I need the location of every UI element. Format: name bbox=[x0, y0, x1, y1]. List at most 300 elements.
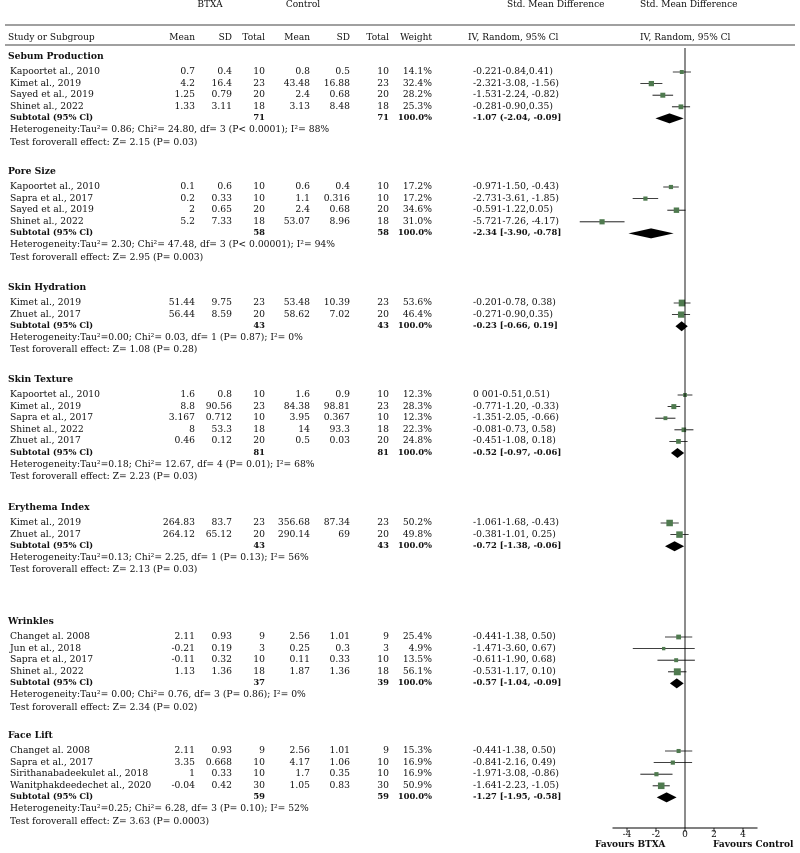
weight-cell: 4.9% bbox=[408, 642, 432, 654]
total1-cell: 20 bbox=[253, 435, 265, 447]
subtotal-weight: 100.0% bbox=[397, 540, 432, 551]
total2-cell: 18 bbox=[377, 665, 389, 677]
mean2-cell: 1.87 bbox=[289, 665, 310, 677]
sd1-cell: 0.712 bbox=[205, 412, 232, 424]
sd1-cell: 7.33 bbox=[211, 215, 232, 227]
weight-cell: 13.5% bbox=[402, 654, 432, 666]
sd2-cell: 1.36 bbox=[329, 665, 350, 677]
subtotal-label: Subtotal (95% Cl) bbox=[10, 320, 94, 331]
mean1-cell: 2 bbox=[189, 204, 195, 216]
study-name: Sapra et al., 2017 bbox=[10, 756, 94, 768]
subgroup-title: Wrinkles bbox=[8, 616, 54, 627]
mean2-cell: 3.95 bbox=[289, 412, 310, 424]
mean1-cell: 1.6 bbox=[180, 389, 195, 400]
subgroup-title: Skin Texture bbox=[8, 374, 74, 385]
subtotal-label: Subtotal (95% Cl) bbox=[10, 112, 94, 123]
ci-cell: -0.611-1.90, 0.68) bbox=[473, 654, 556, 666]
heterogeneity-text: Heterogeneity:Tau²=0.13; Chi²= 2.25, df= 1 (P= 0.13); I²= 56% bbox=[10, 551, 309, 563]
ci-cell: -1.641-2.23, -1.05) bbox=[473, 779, 559, 791]
total2-cell: 10 bbox=[377, 66, 389, 77]
study-point-marker bbox=[643, 196, 647, 200]
sd2-cell: 1.06 bbox=[329, 756, 350, 768]
study-point-marker bbox=[671, 404, 676, 409]
sd2-cell: 0.316 bbox=[323, 192, 350, 204]
ci-cell: -0.441-1.38, 0.50) bbox=[473, 631, 556, 642]
mean1-cell: 2.11 bbox=[174, 745, 195, 756]
mean2-cell: 2.56 bbox=[289, 631, 310, 642]
weight-cell: 25.4% bbox=[402, 631, 432, 642]
sd2-cell: 87.34 bbox=[323, 517, 350, 528]
x-tick-label: 2 bbox=[711, 830, 717, 840]
weight-cell: 16.9% bbox=[402, 768, 432, 780]
subtotal-label: Subtotal (95% Cl) bbox=[10, 227, 94, 238]
weight-cell: 15.3% bbox=[402, 745, 432, 756]
summary-diamond bbox=[670, 678, 684, 688]
heterogeneity-text: Heterogeneity:Tau²=0.25; Chi²= 6.28, df= 3 (P= 0.10); I²= 52% bbox=[10, 803, 309, 814]
sd2-cell: 0.4 bbox=[335, 181, 350, 192]
total2-cell: 9 bbox=[383, 631, 389, 642]
mean2-cell: 2.4 bbox=[295, 89, 310, 101]
sd1-cell: 53.3 bbox=[211, 423, 232, 435]
mean2-cell: 84.38 bbox=[283, 400, 310, 412]
study-name: Kapoortet al., 2010 bbox=[10, 389, 100, 400]
study-point-marker bbox=[674, 668, 681, 675]
sd1-cell: 0.33 bbox=[211, 768, 232, 780]
total1-cell: 10 bbox=[253, 192, 265, 204]
mean1-cell: 1.33 bbox=[174, 100, 195, 112]
ci-cell: -0.381-1.01, 0.25) bbox=[473, 528, 556, 540]
study-name: Kimet al., 2019 bbox=[10, 400, 82, 412]
group2-header: Control bbox=[285, 0, 321, 10]
study-point-marker bbox=[676, 531, 682, 537]
study-name: Sapra et al., 2017 bbox=[10, 412, 94, 424]
sd1-cell: 0.4 bbox=[217, 66, 232, 77]
total1-cell: 3 bbox=[259, 642, 265, 654]
total2-cell: 3 bbox=[383, 642, 389, 654]
total2-cell: 18 bbox=[377, 423, 389, 435]
total2-cell: 20 bbox=[377, 204, 389, 216]
ci-cell: -0.271-0.90,0.35) bbox=[473, 308, 553, 320]
heterogeneity-text: Heterogeneity:Tau²= 0.00; Chi²= 0.76, df= 3 (P= 0.86); I²= 0% bbox=[10, 689, 306, 700]
study-point-marker bbox=[679, 300, 686, 307]
favours-right-label: Favours Control bbox=[713, 840, 794, 850]
total1-cell: 23 bbox=[253, 400, 265, 412]
study-point-marker bbox=[676, 635, 681, 640]
mean1-cell: 1.13 bbox=[174, 665, 195, 677]
weight-cell: 32.4% bbox=[402, 77, 432, 89]
sd1-header: SD bbox=[218, 33, 232, 43]
total1-cell: 18 bbox=[253, 665, 265, 677]
total1-cell: 10 bbox=[253, 654, 265, 666]
mean2-cell: 53.07 bbox=[283, 215, 310, 227]
summary-diamond bbox=[628, 228, 673, 238]
heterogeneity-text: Heterogeneity:Tau²= 0.86; Chi²= 24.80, df= 3 (P< 0.0001); I²= 88% bbox=[10, 124, 330, 135]
study-name: Zhuet al., 2017 bbox=[10, 435, 81, 447]
total1-cell: 9 bbox=[259, 631, 265, 642]
study-name: Shinet al., 2022 bbox=[10, 215, 84, 227]
ci-cell: -2.321-3.08, -1.56) bbox=[473, 77, 559, 89]
sd1-cell: 16.4 bbox=[211, 77, 232, 89]
subtotal-ci: -0.23 [-0.66, 0.19] bbox=[473, 320, 558, 331]
study-name: Jun et al., 2018 bbox=[10, 642, 82, 654]
heterogeneity-text: Heterogeneity:Tau²=0.00; Chi²= 0.03, df= 1 (P= 0.87); I²= 0% bbox=[10, 331, 303, 343]
sd2-cell: 0.5 bbox=[335, 66, 350, 77]
total2-cell: 23 bbox=[377, 400, 389, 412]
study-name: Sapra et al., 2017 bbox=[10, 654, 94, 666]
weight-cell: 50.9% bbox=[402, 779, 432, 791]
sd2-cell: 0.83 bbox=[329, 779, 350, 791]
study-point-marker bbox=[677, 749, 681, 753]
mean1-cell: 2.11 bbox=[174, 631, 195, 642]
sd2-cell: 98.81 bbox=[323, 400, 350, 412]
total2-cell: 23 bbox=[377, 297, 389, 308]
study-name: Zhuet al., 2017 bbox=[10, 308, 81, 320]
overall-effect-text: Test foroverall effect: Z= 1.08 (P= 0.28) bbox=[10, 344, 198, 356]
mean1-cell: 264.12 bbox=[162, 528, 195, 540]
ci-cell: -0.531-1.17, 0.10) bbox=[473, 665, 556, 677]
study-name: Changet al. 2008 bbox=[10, 745, 90, 756]
mean2-cell: 3.13 bbox=[289, 100, 310, 112]
sd2-cell: 0.3 bbox=[335, 642, 350, 654]
total1-cell: 20 bbox=[253, 528, 265, 540]
weight-cell: 28.3% bbox=[402, 400, 432, 412]
total2-cell: 10 bbox=[377, 412, 389, 424]
total2-cell: 20 bbox=[377, 89, 389, 101]
study-name: Changet al. 2008 bbox=[10, 631, 90, 642]
total2-cell: 23 bbox=[377, 517, 389, 528]
total2-cell: 23 bbox=[377, 77, 389, 89]
weight-cell: 12.3% bbox=[402, 412, 432, 424]
sd2-cell: 69 bbox=[338, 528, 350, 540]
study-name: Kimet al., 2019 bbox=[10, 77, 82, 89]
subgroup-title: Skin Hydration bbox=[8, 282, 87, 293]
mean1-cell: 3.35 bbox=[174, 756, 195, 768]
total2-cell: 20 bbox=[377, 308, 389, 320]
weight-cell: 17.2% bbox=[402, 192, 432, 204]
heterogeneity-text: Heterogeneity:Tau²=0.18; Chi²= 12.67, df= 4 (P= 0.01); I²= 68% bbox=[10, 458, 315, 470]
total1-cell: 9 bbox=[259, 745, 265, 756]
weight-cell: 22.3% bbox=[402, 423, 432, 435]
ci-cell: -5.721-7.26, -4.17) bbox=[473, 215, 559, 227]
ci-cell: -0.441-1.38, 0.50) bbox=[473, 745, 556, 756]
mean2-cell: 0.11 bbox=[289, 654, 310, 666]
mean2-cell: 0.25 bbox=[289, 642, 310, 654]
study-point-marker bbox=[663, 416, 667, 420]
total2-header: Total bbox=[366, 33, 389, 43]
sd2-cell: 7.02 bbox=[329, 308, 350, 320]
sd1-cell: 90.56 bbox=[205, 400, 232, 412]
total2-cell: 10 bbox=[377, 389, 389, 400]
mean1-cell: 1.25 bbox=[174, 89, 195, 101]
ci-cell: -1.061-1.68, -0.43) bbox=[473, 517, 559, 528]
total1-cell: 10 bbox=[253, 181, 265, 192]
subtotal-total2: 43 bbox=[377, 540, 389, 551]
sd1-cell: 9.75 bbox=[211, 297, 232, 308]
subtotal-total2: 59 bbox=[377, 791, 389, 802]
total2-cell: 10 bbox=[377, 756, 389, 768]
mean1-cell: 1 bbox=[189, 768, 195, 780]
mean2-cell: 43.48 bbox=[283, 77, 310, 89]
ci-cell: -2.731-3.61, -1.85) bbox=[473, 192, 559, 204]
weight-cell: 34.6% bbox=[402, 204, 432, 216]
x-tick-label: 4 bbox=[740, 830, 746, 840]
study-point-marker bbox=[678, 311, 684, 317]
subtotal-total1: 37 bbox=[253, 677, 265, 688]
mean2-header: Mean bbox=[284, 33, 310, 43]
method-header-left: IV, Random, 95% Cl bbox=[468, 33, 559, 43]
total1-cell: 10 bbox=[253, 756, 265, 768]
study-point-marker bbox=[654, 772, 658, 776]
weight-cell: 49.8% bbox=[402, 528, 432, 540]
study-point-marker bbox=[599, 219, 604, 224]
total1-cell: 23 bbox=[253, 297, 265, 308]
study-point-marker bbox=[676, 439, 681, 444]
sd2-cell: 93.3 bbox=[329, 423, 350, 435]
study-name: Kimet al., 2019 bbox=[10, 517, 82, 528]
study-name: Kapoortet al., 2010 bbox=[10, 66, 100, 77]
sd2-cell: 0.9 bbox=[335, 389, 350, 400]
sd1-cell: 0.79 bbox=[211, 89, 232, 101]
mean2-cell: 53.48 bbox=[283, 297, 310, 308]
mean1-cell: 56.44 bbox=[168, 308, 195, 320]
sd1-cell: 0.65 bbox=[211, 204, 232, 216]
sd2-cell: 0.03 bbox=[329, 435, 350, 447]
weight-cell: 16.9% bbox=[402, 756, 432, 768]
total1-cell: 10 bbox=[253, 412, 265, 424]
sd1-cell: 0.12 bbox=[211, 435, 232, 447]
total1-cell: 20 bbox=[253, 204, 265, 216]
total1-cell: 20 bbox=[253, 89, 265, 101]
total2-cell: 20 bbox=[377, 435, 389, 447]
mean1-header: Mean bbox=[169, 33, 195, 43]
weight-cell: 50.2% bbox=[402, 517, 432, 528]
sd1-cell: 0.33 bbox=[211, 192, 232, 204]
sd2-cell: 16.88 bbox=[323, 77, 350, 89]
total1-cell: 18 bbox=[253, 215, 265, 227]
mean1-cell: 0.7 bbox=[180, 66, 195, 77]
ci-cell: -0.971-1.50, -0.43) bbox=[473, 181, 559, 192]
total2-cell: 10 bbox=[377, 768, 389, 780]
sd1-cell: 0.19 bbox=[211, 642, 232, 654]
mean1-cell: 8 bbox=[189, 423, 195, 435]
total2-cell: 18 bbox=[377, 100, 389, 112]
total1-header: Total bbox=[242, 33, 265, 43]
mean1-cell: 0.2 bbox=[180, 192, 195, 204]
study-point-marker bbox=[662, 647, 665, 650]
subgroup-title: Erythema Index bbox=[8, 502, 90, 513]
mean2-cell: 2.4 bbox=[295, 204, 310, 216]
subtotal-total1: 71 bbox=[253, 112, 265, 123]
ci-cell: -0.451-1.08, 0.18) bbox=[473, 435, 556, 447]
overall-effect-text: Test foroverall effect: Z= 2.13 (P= 0.03) bbox=[10, 564, 198, 576]
sd1-cell: 8.59 bbox=[211, 308, 232, 320]
sd1-cell: 3.11 bbox=[211, 100, 232, 112]
ci-cell: -0.591-1.22,0.05) bbox=[473, 204, 553, 216]
subtotal-label: Subtotal (95% Cl) bbox=[10, 540, 94, 551]
mean2-cell: 0.5 bbox=[295, 435, 310, 447]
subtotal-total2: 58 bbox=[377, 227, 389, 238]
study-name: Wanitphakdeedechet al., 2020 bbox=[10, 779, 152, 791]
total2-cell: 9 bbox=[383, 745, 389, 756]
total1-cell: 23 bbox=[253, 517, 265, 528]
ci-cell: -0.771-1.20, -0.33) bbox=[473, 400, 559, 412]
ci-cell: -1.471-3.60, 0.67) bbox=[473, 642, 556, 654]
method-header-right: IV, Random, 95% Cl bbox=[640, 33, 731, 43]
mean1-cell: 0.46 bbox=[174, 435, 195, 447]
subtotal-total2: 71 bbox=[377, 112, 389, 123]
study-point-marker bbox=[680, 70, 684, 74]
subtotal-ci: -1.27 [-1.95, -0.58] bbox=[473, 791, 562, 802]
subtotal-label: Subtotal (95% Cl) bbox=[10, 791, 94, 802]
sd1-cell: 0.42 bbox=[211, 779, 232, 791]
subtotal-total1: 43 bbox=[253, 540, 265, 551]
subtotal-total2: 39 bbox=[377, 677, 389, 688]
subtotal-total2: 43 bbox=[377, 320, 389, 331]
ci-cell: -0.201-0.78, 0.38) bbox=[473, 297, 556, 308]
ci-cell: -0.221-0.84,0.41) bbox=[473, 66, 553, 77]
study-point-marker bbox=[674, 207, 679, 212]
weight-cell: 14.1% bbox=[402, 66, 432, 77]
subtotal-total1: 43 bbox=[253, 320, 265, 331]
subtotal-weight: 100.0% bbox=[397, 320, 432, 331]
ci-cell: -0.081-0.73, 0.58) bbox=[473, 423, 556, 435]
total1-cell: 10 bbox=[253, 389, 265, 400]
subtotal-ci: -2.34 [-3.90, -0.78] bbox=[473, 227, 562, 238]
overall-effect-text: Test foroverall effect: Z= 2.23 (P= 0.03) bbox=[10, 471, 198, 483]
x-tick-label: -2 bbox=[651, 830, 661, 840]
sd1-cell: 0.6 bbox=[217, 181, 232, 192]
total2-cell: 10 bbox=[377, 654, 389, 666]
mean1-cell: 4.2 bbox=[180, 77, 195, 89]
weight-cell: 28.2% bbox=[402, 89, 432, 101]
mean1-cell: 0.1 bbox=[180, 181, 195, 192]
sd2-cell: 0.35 bbox=[329, 768, 350, 780]
sd2-header: SD bbox=[336, 33, 350, 43]
sd2-cell: 10.39 bbox=[323, 297, 350, 308]
ci-cell: -1.531-2.24, -0.82) bbox=[473, 89, 559, 101]
study-name: Kapoortet al., 2010 bbox=[10, 181, 100, 192]
sd2-cell: 0.367 bbox=[323, 412, 350, 424]
ci-cell: -1.971-3.08, -0.86) bbox=[473, 768, 559, 780]
subtotal-total2: 81 bbox=[377, 447, 389, 457]
subtotal-weight: 100.0% bbox=[397, 112, 432, 123]
weight-cell: 24.8% bbox=[402, 435, 432, 447]
mean1-cell: 264.83 bbox=[162, 517, 195, 528]
mean1-cell: 8.8 bbox=[180, 400, 195, 412]
mean1-cell: 5.2 bbox=[180, 215, 195, 227]
overall-effect-text: Test foroverall effect: Z= 2.15 (P= 0.03) bbox=[10, 136, 198, 148]
study-name: Sirithanabadeekulet al., 2018 bbox=[10, 768, 149, 780]
total2-cell: 10 bbox=[377, 181, 389, 192]
summary-diamond bbox=[655, 113, 683, 123]
study-name: Shinet al., 2022 bbox=[10, 423, 84, 435]
smd-title-right: Std. Mean Difference bbox=[640, 0, 738, 10]
group1-header: BTXA bbox=[197, 0, 223, 10]
weight-cell: 56.1% bbox=[402, 665, 432, 677]
ci-cell: -0.281-0.90,0.35) bbox=[473, 100, 553, 112]
sd1-cell: 0.8 bbox=[217, 389, 232, 400]
sd2-cell: 0.68 bbox=[329, 204, 350, 216]
mean2-cell: 1.6 bbox=[295, 389, 310, 400]
total1-cell: 23 bbox=[253, 77, 265, 89]
summary-diamond bbox=[657, 792, 677, 802]
subtotal-label: Subtotal (95% Cl) bbox=[10, 677, 94, 688]
study-name: Sayed et al., 2019 bbox=[10, 89, 94, 101]
mean2-cell: 1.05 bbox=[289, 779, 310, 791]
weight-cell: 53.6% bbox=[402, 297, 432, 308]
smd-title-left: Std. Mean Difference bbox=[507, 0, 605, 10]
study-name: Shinet al., 2022 bbox=[10, 665, 84, 677]
mean2-cell: 4.17 bbox=[289, 756, 310, 768]
mean2-cell: 290.14 bbox=[277, 528, 310, 540]
subtotal-ci: -1.07 (-2.04, -0.09] bbox=[473, 112, 562, 123]
x-tick-label: 0 bbox=[682, 830, 688, 840]
study-name: Zhuet al., 2017 bbox=[10, 528, 81, 540]
summary-diamond bbox=[675, 321, 687, 331]
summary-diamond bbox=[665, 541, 684, 551]
subtotal-total1: 58 bbox=[253, 227, 265, 238]
total2-cell: 18 bbox=[377, 215, 389, 227]
subgroup-title: Face Lift bbox=[8, 730, 53, 741]
mean2-cell: 0.8 bbox=[295, 66, 310, 77]
study-point-marker bbox=[660, 93, 665, 98]
study-name: Sapra et al., 2017 bbox=[10, 192, 94, 204]
heterogeneity-text: Heterogeneity:Tau²= 2.30; Chi²= 47.48, df= 3 (P< 0.00001); I²= 94% bbox=[10, 239, 335, 250]
sd2-cell: 1.01 bbox=[329, 631, 350, 642]
mean2-cell: 356.68 bbox=[277, 517, 310, 528]
sd1-cell: 0.32 bbox=[211, 654, 232, 666]
ci-cell: 0 001-0.51,0.51) bbox=[473, 389, 550, 400]
mean1-cell: -0.11 bbox=[171, 654, 195, 666]
subtotal-weight: 100.0% bbox=[397, 447, 432, 457]
overall-effect-text: Test foroverall effect: Z= 3.63 (P= 0.0003) bbox=[10, 815, 210, 827]
summary-diamond bbox=[671, 448, 684, 458]
mean1-cell: -0.21 bbox=[171, 642, 195, 654]
total1-cell: 30 bbox=[253, 779, 265, 791]
mean2-cell: 58.62 bbox=[283, 308, 310, 320]
total1-cell: 10 bbox=[253, 66, 265, 77]
subtotal-ci: -0.72 [-1.38, -0.06] bbox=[473, 540, 562, 551]
total1-cell: 20 bbox=[253, 308, 265, 320]
sd1-cell: 83.7 bbox=[211, 517, 232, 528]
subtotal-total1: 59 bbox=[253, 791, 265, 802]
study-point-marker bbox=[674, 658, 678, 662]
weight-cell: 46.4% bbox=[402, 308, 432, 320]
mean1-cell: 3.167 bbox=[168, 412, 195, 424]
mean2-cell: 2.56 bbox=[289, 745, 310, 756]
study-point-marker bbox=[679, 104, 684, 109]
total1-cell: 10 bbox=[253, 768, 265, 780]
subgroup-title: Pore Size bbox=[8, 166, 56, 177]
total1-cell: 18 bbox=[253, 100, 265, 112]
total2-cell: 20 bbox=[377, 528, 389, 540]
sd1-cell: 0.93 bbox=[211, 631, 232, 642]
mean1-cell: 51.44 bbox=[168, 297, 195, 308]
sd1-cell: 0.668 bbox=[205, 756, 232, 768]
mean2-cell: 1.1 bbox=[295, 192, 310, 204]
sd2-cell: 1.01 bbox=[329, 745, 350, 756]
x-tick-label: -4 bbox=[622, 830, 632, 840]
study-point-marker bbox=[658, 783, 665, 790]
subtotal-weight: 100.0% bbox=[397, 677, 432, 688]
total2-cell: 30 bbox=[377, 779, 389, 791]
overall-effect-text: Test foroverall effect: Z= 2.34 (P= 0.02) bbox=[10, 701, 198, 713]
mean2-cell: 0.6 bbox=[295, 181, 310, 192]
sd1-cell: 65.12 bbox=[205, 528, 232, 540]
sd2-cell: 8.96 bbox=[329, 215, 350, 227]
favours-left-label: Favours BTXA bbox=[595, 840, 666, 850]
mean2-cell: 14 bbox=[298, 423, 310, 435]
